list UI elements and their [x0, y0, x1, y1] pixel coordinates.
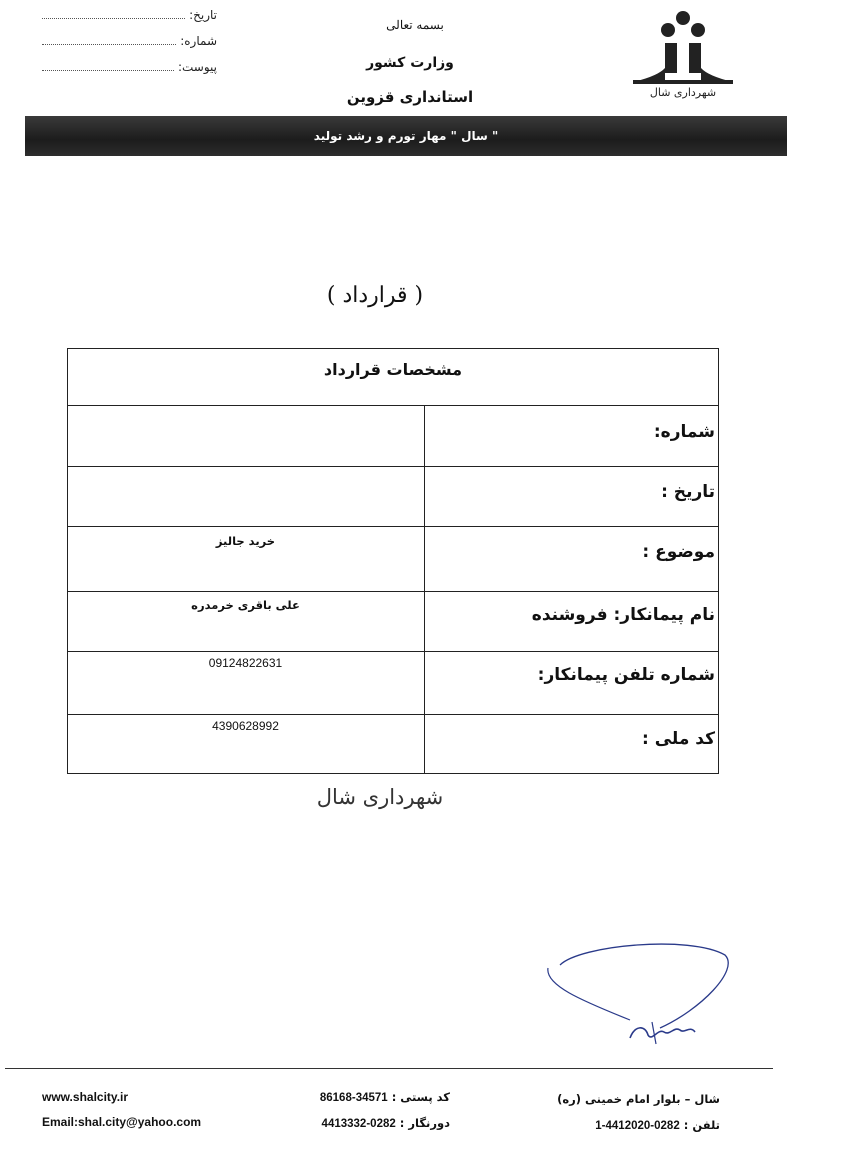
national-id-label: کد ملی : — [641, 729, 715, 749]
row-separator — [67, 466, 719, 467]
footer-divider — [5, 1068, 773, 1069]
number-row — [42, 34, 217, 60]
contract-number-label: شماره: — [653, 422, 715, 442]
email-link[interactable]: Email:shal.city@yahoo.com — [42, 1115, 202, 1129]
subject-label: موضوع : — [642, 542, 715, 562]
fax-label: دورنگار : — [399, 1116, 450, 1130]
logo-caption: شهرداری شال — [649, 86, 717, 99]
postal-code-line — [250, 1090, 450, 1104]
number-label: شماره: — [180, 34, 217, 48]
bismillah: بسمه تعالی — [386, 18, 444, 32]
national-id-value: 4390628992 — [212, 719, 279, 733]
row-separator — [67, 714, 719, 715]
slogan-text: سال " مهار تورم و رشد تولید " — [313, 129, 499, 143]
attachment-row — [42, 60, 217, 86]
number-field — [42, 34, 176, 45]
postal-code-label: کد پستی : — [391, 1090, 450, 1104]
date-label: تاریخ: — [189, 8, 217, 22]
province-name: استانداری قزوین — [346, 88, 474, 106]
row-separator — [67, 651, 719, 652]
row-separator — [67, 526, 719, 527]
contract-date-label: تاریخ : — [661, 482, 715, 502]
signature — [540, 940, 730, 1060]
phone-value: 0282-4412020-1 — [595, 1120, 680, 1132]
attachment-label: پیوست: — [177, 60, 217, 74]
attachment-field — [42, 60, 174, 71]
date-row — [42, 8, 217, 34]
subject-value: خرید جالیز — [215, 534, 276, 548]
ministry-name: وزارت کشور — [366, 55, 454, 71]
fax-value: 0282-4413332 — [321, 1118, 396, 1130]
row-separator — [67, 591, 719, 592]
letter-meta — [42, 8, 217, 86]
phone-label: تلفن : — [683, 1118, 720, 1132]
contractor-phone-label: شماره تلفن پیمانکار: — [537, 665, 715, 685]
postal-code-value: 34571-86168 — [319, 1092, 388, 1104]
document-title: ( قرارداد ) — [326, 283, 424, 308]
website-link[interactable]: www.shalcity.ir — [42, 1090, 129, 1104]
fax-line — [250, 1116, 450, 1130]
phone-line — [520, 1118, 720, 1132]
contractor-phone-value: 09124822631 — [208, 656, 283, 670]
contractor-name-label: نام پیمانکار: فروشنده — [531, 605, 715, 625]
municipality-stamp-text: شهرداری شال — [316, 785, 444, 809]
table-divider — [424, 406, 425, 774]
date-field — [42, 8, 185, 19]
contractor-name-value: علی باقری خرمدره — [191, 598, 300, 612]
address-line: شال – بلوار امام خمینی (ره) — [557, 1092, 720, 1106]
table-header: مشخصات قرارداد — [67, 348, 719, 406]
